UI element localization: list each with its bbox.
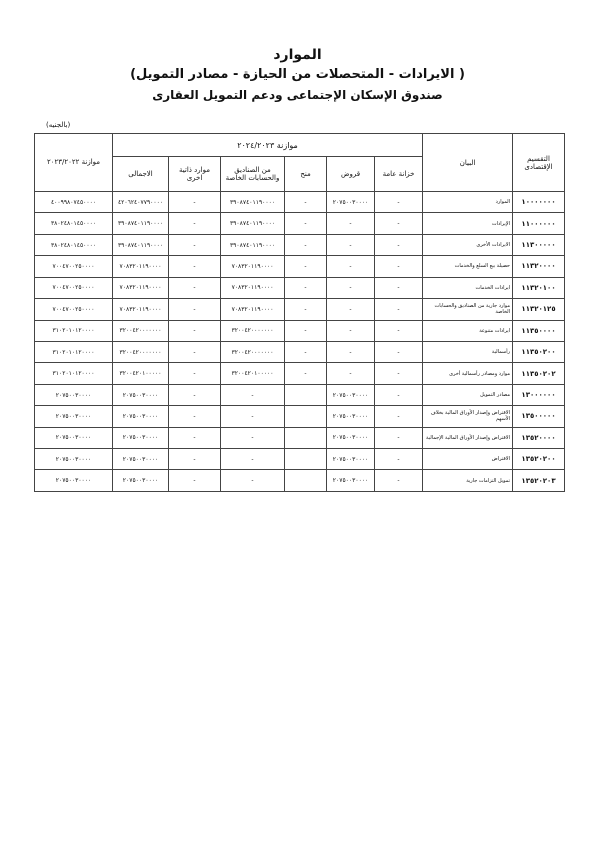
table-row (35, 384, 565, 405)
previous-budget-cell: ٢٠٧٥٠٠٣٠٠٠٠ (35, 449, 113, 470)
loans-cell: ٢٠٧٥٠٠٣٠٠٠٠ (327, 470, 375, 492)
loans-cell: ٢٠٧٥٠٠٣٠٠٠٠ (327, 406, 375, 427)
economic-code-cell: ١١٠٠٠٠٠٠ (513, 213, 565, 234)
total-cell: ٢٠٧٥٠٠٣٠٠٠٠ (113, 406, 169, 427)
total-cell: ٢٠٧٥٠٠٣٠٠٠٠ (113, 470, 169, 492)
page-title: الموارد (273, 47, 322, 63)
treasury-cell: - (375, 427, 423, 448)
column-header-total: الاجمالى (113, 157, 169, 192)
treasury-cell: - (375, 299, 423, 320)
previous-budget-cell: ٢٠٧٥٠٠٣٠٠٠٠ (35, 406, 113, 427)
self-resources-cell: - (169, 277, 221, 298)
grants-cell (285, 384, 327, 405)
grants-cell: - (285, 256, 327, 277)
page-subtitle: ( الايرادات - المتحصلات من الحيازة - مصادر التمويل) (130, 67, 465, 82)
total-cell: ٢٠٧٥٠٠٣٠٠٠٠ (113, 384, 169, 405)
total-cell: ٢٠٧٥٠٠٣٠٠٠٠ (113, 449, 169, 470)
loans-cell: - (327, 341, 375, 362)
funds-cell: ٣٢٠٠٤٢٠٠٠٠٠٠٠ (221, 341, 285, 362)
grants-cell (285, 427, 327, 448)
funds-cell: - (221, 384, 285, 405)
loans-cell: - (327, 299, 375, 320)
previous-budget-cell: ٣١٠٢٠١٠١٢٠٠٠٠ (35, 341, 113, 362)
previous-budget-cell: ٧٠٠٤٧٠٠٢٥٠٠٠٠ (35, 277, 113, 298)
previous-budget-cell: ٧٠٠٤٧٠٠٢٥٠٠٠٠ (35, 256, 113, 277)
funds-cell: ٣٩٠٨٧٤٠١١٩٠٠٠٠ (221, 213, 285, 234)
description-cell: الاقتراض وإصدار الأوراق المالية بخلاف الأسهم (423, 406, 513, 427)
loans-cell: - (327, 234, 375, 255)
previous-budget-cell: ٤٠٠٩٩٨٠٧٤٥٠٠٠٠ (35, 192, 113, 213)
column-header-previous-budget: موازنة ٢٠٢٣/٢٠٢٢ (35, 134, 113, 192)
self-resources-cell: - (169, 320, 221, 341)
grants-cell (285, 449, 327, 470)
table-row (35, 234, 565, 255)
economic-code-cell: ١٣٥٢٠٠٠٠ (513, 427, 565, 448)
loans-cell: ٢٠٧٥٠٠٣٠٠٠٠ (327, 192, 375, 213)
table-row (35, 299, 565, 320)
self-resources-cell: - (169, 234, 221, 255)
loans-cell: - (327, 320, 375, 341)
description-cell: ايرادات الخدمات (423, 277, 513, 298)
description-cell: الموارد (423, 192, 513, 213)
description-cell: موارد جارية من الصناديق والحسابات الخاصة (423, 299, 513, 320)
treasury-cell: - (375, 470, 423, 492)
description-cell: تمويل التزامات جارية (423, 470, 513, 492)
description-cell: الايرادات الأخرى (423, 234, 513, 255)
funds-cell: - (221, 427, 285, 448)
economic-code-cell: ١١٣٢٠١٢٥ (513, 299, 565, 320)
currency-unit-note: (بالجنيه) (46, 121, 71, 129)
entity-name: صندوق الإسكان الإجتماعى ودعم التمويل العقارى (152, 88, 443, 102)
economic-code-cell: ١١٣٢٠٠٠٠ (513, 256, 565, 277)
grants-cell (285, 470, 327, 492)
table-row (35, 320, 565, 341)
funds-cell: - (221, 470, 285, 492)
economic-code-cell: ١٠٠٠٠٠٠٠ (513, 192, 565, 213)
grants-cell: - (285, 277, 327, 298)
funds-cell: - (221, 406, 285, 427)
column-header-budget-group: موازنة ٢٠٢٤/٢٠٢٣ (113, 134, 423, 157)
economic-code-cell: ١١٣٥٠٠٠٠ (513, 320, 565, 341)
previous-budget-cell: ٢٠٧٥٠٠٣٠٠٠٠ (35, 470, 113, 492)
column-header-code: التقسيم الإقتصادى (513, 134, 565, 192)
previous-budget-cell: ٧٠٠٤٧٠٠٢٥٠٠٠٠ (35, 299, 113, 320)
column-header-treasury: خزانة عامة (375, 157, 423, 192)
total-cell: ٤٢٠٦٢٤٠٧٧٩٠٠٠٠ (113, 192, 169, 213)
grants-cell (285, 406, 327, 427)
grants-cell: - (285, 192, 327, 213)
table-row (35, 192, 565, 213)
description-cell: الاقتراض (423, 449, 513, 470)
self-resources-cell: - (169, 213, 221, 234)
self-resources-cell: - (169, 299, 221, 320)
grants-cell: - (285, 363, 327, 384)
table-row (35, 427, 565, 448)
self-resources-cell: - (169, 363, 221, 384)
self-resources-cell: - (169, 256, 221, 277)
table-row (35, 406, 565, 427)
economic-code-cell: ١٣٥٢٠٢٠٠ (513, 449, 565, 470)
table-row (35, 449, 565, 470)
loans-cell: - (327, 256, 375, 277)
previous-budget-cell: ٣٨٠٢٤٨٠١٤٥٠٠٠٠ (35, 234, 113, 255)
document-header (0, 46, 595, 103)
self-resources-cell: - (169, 470, 221, 492)
table-row (35, 363, 565, 384)
treasury-cell: - (375, 363, 423, 384)
total-cell: ٣٢٠٠٤٢٠٠٠٠٠٠٠ (113, 320, 169, 341)
column-header-loans: قروض (327, 157, 375, 192)
table-row (35, 470, 565, 492)
treasury-cell: - (375, 192, 423, 213)
treasury-cell: - (375, 341, 423, 362)
description-cell: ايرادات متنوعة (423, 320, 513, 341)
loans-cell: - (327, 277, 375, 298)
grants-cell: - (285, 213, 327, 234)
grants-cell: - (285, 234, 327, 255)
previous-budget-cell: ٢٠٧٥٠٠٣٠٠٠٠ (35, 427, 113, 448)
self-resources-cell: - (169, 406, 221, 427)
previous-budget-cell: ٣١٠٢٠١٠١٢٠٠٠٠ (35, 363, 113, 384)
column-header-funds: من الصناديق والحسابات الخاصة (221, 157, 285, 192)
total-cell: ٣٢٠٠٤٢٠١٠٠٠٠٠ (113, 363, 169, 384)
loans-cell: ٢٠٧٥٠٠٣٠٠٠٠ (327, 427, 375, 448)
column-header-grants: منح (285, 157, 327, 192)
loans-cell: - (327, 363, 375, 384)
funds-cell: ٣٩٠٨٧٤٠١١٩٠٠٠٠ (221, 192, 285, 213)
description-cell: موارد ومصادر رأسمالية أخرى (423, 363, 513, 384)
economic-code-cell: ١١٣٠٠٠٠٠ (513, 234, 565, 255)
economic-code-cell: ١١٣٥٠٢٠٢ (513, 363, 565, 384)
funds-cell: ٧٠٨٣٢٠١١٩٠٠٠٠ (221, 277, 285, 298)
treasury-cell: - (375, 384, 423, 405)
treasury-cell: - (375, 256, 423, 277)
description-cell: مصادر التمويل (423, 384, 513, 405)
total-cell: ٣٩٠٨٧٤٠١١٩٠٠٠٠ (113, 234, 169, 255)
treasury-cell: - (375, 277, 423, 298)
self-resources-cell: - (169, 341, 221, 362)
resources-table (34, 133, 565, 492)
table-row (35, 256, 565, 277)
treasury-cell: - (375, 449, 423, 470)
grants-cell: - (285, 299, 327, 320)
description-cell: حصيلة بيع السلع والخدمات (423, 256, 513, 277)
economic-code-cell: ١٣٥٢٠٢٠٣ (513, 470, 565, 492)
treasury-cell: - (375, 234, 423, 255)
self-resources-cell: - (169, 449, 221, 470)
self-resources-cell: - (169, 384, 221, 405)
funds-cell: ٣٩٠٨٧٤٠١١٩٠٠٠٠ (221, 234, 285, 255)
column-header-self-resources: موارد ذاتية اخرى (169, 157, 221, 192)
funds-cell: ٧٠٨٣٢٠١١٩٠٠٠٠ (221, 256, 285, 277)
loans-cell: ٢٠٧٥٠٠٣٠٠٠٠ (327, 449, 375, 470)
funds-cell: ٣٢٠٠٤٢٠٠٠٠٠٠٠ (221, 320, 285, 341)
total-cell: ٧٠٨٣٢٠١١٩٠٠٠٠ (113, 256, 169, 277)
total-cell: ٣٢٠٠٤٢٠٠٠٠٠٠٠ (113, 341, 169, 362)
economic-code-cell: ١٣٥٠٠٠٠٠ (513, 406, 565, 427)
description-cell: الاقتراض وإصدار الأوراق المالية الإجمالية (423, 427, 513, 448)
funds-cell: - (221, 449, 285, 470)
funds-cell: ٣٢٠٠٤٢٠١٠٠٠٠٠ (221, 363, 285, 384)
total-cell: ٧٠٨٣٢٠١١٩٠٠٠٠ (113, 277, 169, 298)
table-row (35, 213, 565, 234)
economic-code-cell: ١١٣٥٠٢٠٠ (513, 341, 565, 362)
self-resources-cell: - (169, 192, 221, 213)
total-cell: ٢٠٧٥٠٠٣٠٠٠٠ (113, 427, 169, 448)
self-resources-cell: - (169, 427, 221, 448)
table-row (35, 341, 565, 362)
total-cell: ٣٩٠٨٧٤٠١١٩٠٠٠٠ (113, 213, 169, 234)
column-header-description: البيان (423, 134, 513, 192)
grants-cell: - (285, 320, 327, 341)
grants-cell: - (285, 341, 327, 362)
treasury-cell: - (375, 406, 423, 427)
economic-code-cell: ١١٣٢٠١٠٠ (513, 277, 565, 298)
description-cell: الإيرادات (423, 213, 513, 234)
economic-code-cell: ١٣٠٠٠٠٠٠ (513, 384, 565, 405)
treasury-cell: - (375, 213, 423, 234)
treasury-cell: - (375, 320, 423, 341)
loans-cell: ٢٠٧٥٠٠٣٠٠٠٠ (327, 384, 375, 405)
previous-budget-cell: ٢٠٧٥٠٠٣٠٠٠٠ (35, 384, 113, 405)
table-header-row (35, 134, 565, 157)
total-cell: ٧٠٨٣٢٠١١٩٠٠٠٠ (113, 299, 169, 320)
funds-cell: ٧٠٨٣٢٠١١٩٠٠٠٠ (221, 299, 285, 320)
previous-budget-cell: ٣١٠٢٠١٠١٢٠٠٠٠ (35, 320, 113, 341)
previous-budget-cell: ٣٨٠٢٤٨٠١٤٥٠٠٠٠ (35, 213, 113, 234)
table-row (35, 277, 565, 298)
table-body (35, 192, 565, 492)
loans-cell: - (327, 213, 375, 234)
description-cell: رأسمالية (423, 341, 513, 362)
